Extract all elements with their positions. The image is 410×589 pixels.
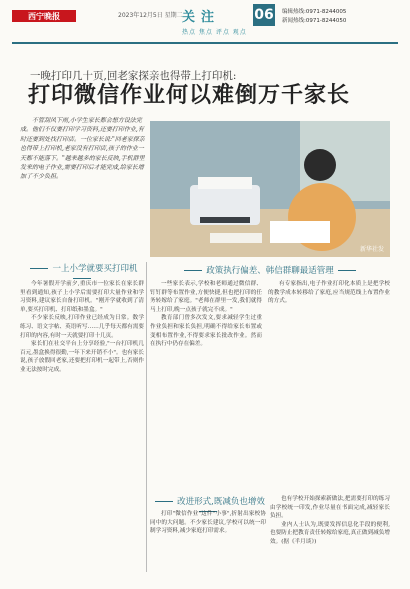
paper-logo: 西宁晚报 [12, 10, 76, 22]
body-paragraph: 也有学校开始探索新做法,把需要打印的练习由学校统一印发,作业尽量在书面完成,减轻家长负担。 [270, 496, 390, 520]
photo-credit: 新华社发 [359, 246, 384, 253]
body-paragraph: 教育部门曾多次发文,要求减轻学生过重作业负担和家长负担,明确不得给家长布置或变相布置作业,不得要求家长批改作业。然而在执行中仍存在偏差。 [150, 315, 262, 348]
article-column [150, 280, 262, 485]
body-paragraph: 不少家长反映,打印作业已经成为日常。数学练习、语文字帖、英语听写……几乎每天都有需要打印的内容,有时一天就要打印十几页。 [20, 315, 144, 339]
header-divider [12, 42, 398, 44]
article-photo [150, 121, 390, 257]
page-header [0, 0, 410, 48]
lead-text: 不管刮风下雨,小学生家长都会想方设法完成。他们不仅要打印学习资料,还要打印作业,有时还要到处找打印店。一位家长说:"回老家探亲也得带上打印机,老家没有打印店,孩子的作业一天都不能落下。"越来越多的家长反映,手机群里发来的电子作业,需要打印后才能完成,给家长增加了不少负担。 [20, 117, 145, 181]
body-paragraph: 业内人士认为,既要发挥信息化手段的便利,也要防止把教育责任转嫁给家庭,真正做到减负增效。(据《半月谈》) [270, 521, 390, 545]
article-headline: 打印微信作业何以难倒万千家长 [28, 83, 351, 108]
issue-date: 2023年12月5日 星期二 [118, 12, 183, 19]
section-subtitle: 热点 焦点 评点 观点 [182, 29, 247, 36]
section-label [182, 6, 262, 36]
body-paragraph: 打印"微信作业"这件"小事",折射出家校协同中的大问题。不少家长建议,学校可以统一印制学习资料,减少家庭打印需求。 [150, 511, 266, 535]
contact-line: 新闻热线:0971-8244050 [282, 18, 347, 24]
illustration-image [150, 121, 390, 257]
article-column [150, 510, 266, 578]
column-divider [146, 262, 147, 572]
body-paragraph: 家长们在社交平台上分享经验,"一台打印机几百元,墨盒换得很勤,一年下来开销不小"。也有家长说,孩子放假回老家,还要把打印机一起带上,否则作业无法按时完成。 [20, 341, 144, 373]
section-heading: 改进形式,既减负也增效 [150, 495, 266, 517]
article-column [268, 280, 390, 485]
article-column [270, 495, 390, 578]
section-title: 关注 [182, 10, 221, 25]
contact-line: 编辑热线:0971-8244005 [282, 9, 347, 15]
body-paragraph: 有专家指出,电子作业打印化本质上是把学校的教学成本转移给了家庭,应当规范线上布置作业的方式。 [268, 281, 390, 305]
contact-info [282, 8, 346, 26]
article-kicker: 一晚打印几十页,回老家探亲也得带上打印机: [30, 70, 237, 82]
article-lead [20, 116, 145, 256]
section-heading: 一上小学就要买打印机 [22, 262, 142, 284]
section-heading: 政策执行偏差、韩信群聊最适管理 [150, 264, 390, 276]
body-paragraph: 一些家长表示,学校和老师通过微信群、钉钉群等布置作业,方便快捷,但也把打印的任务转嫁给了家庭。"老师在群里一发,我们就得马上打印,晚一点孩子就完不成。" [150, 281, 262, 313]
page-number: 06 [253, 4, 275, 26]
body-paragraph: 今年暑假开学前夕,重庆市一位家长在家长群里看到通知,孩子上小学后需要打印大量作业和学习资料,建议家长自备打印机。"刚开学就收到了清单,要买打印机、打印纸和墨盒。" [20, 281, 144, 313]
article-column [20, 280, 144, 570]
